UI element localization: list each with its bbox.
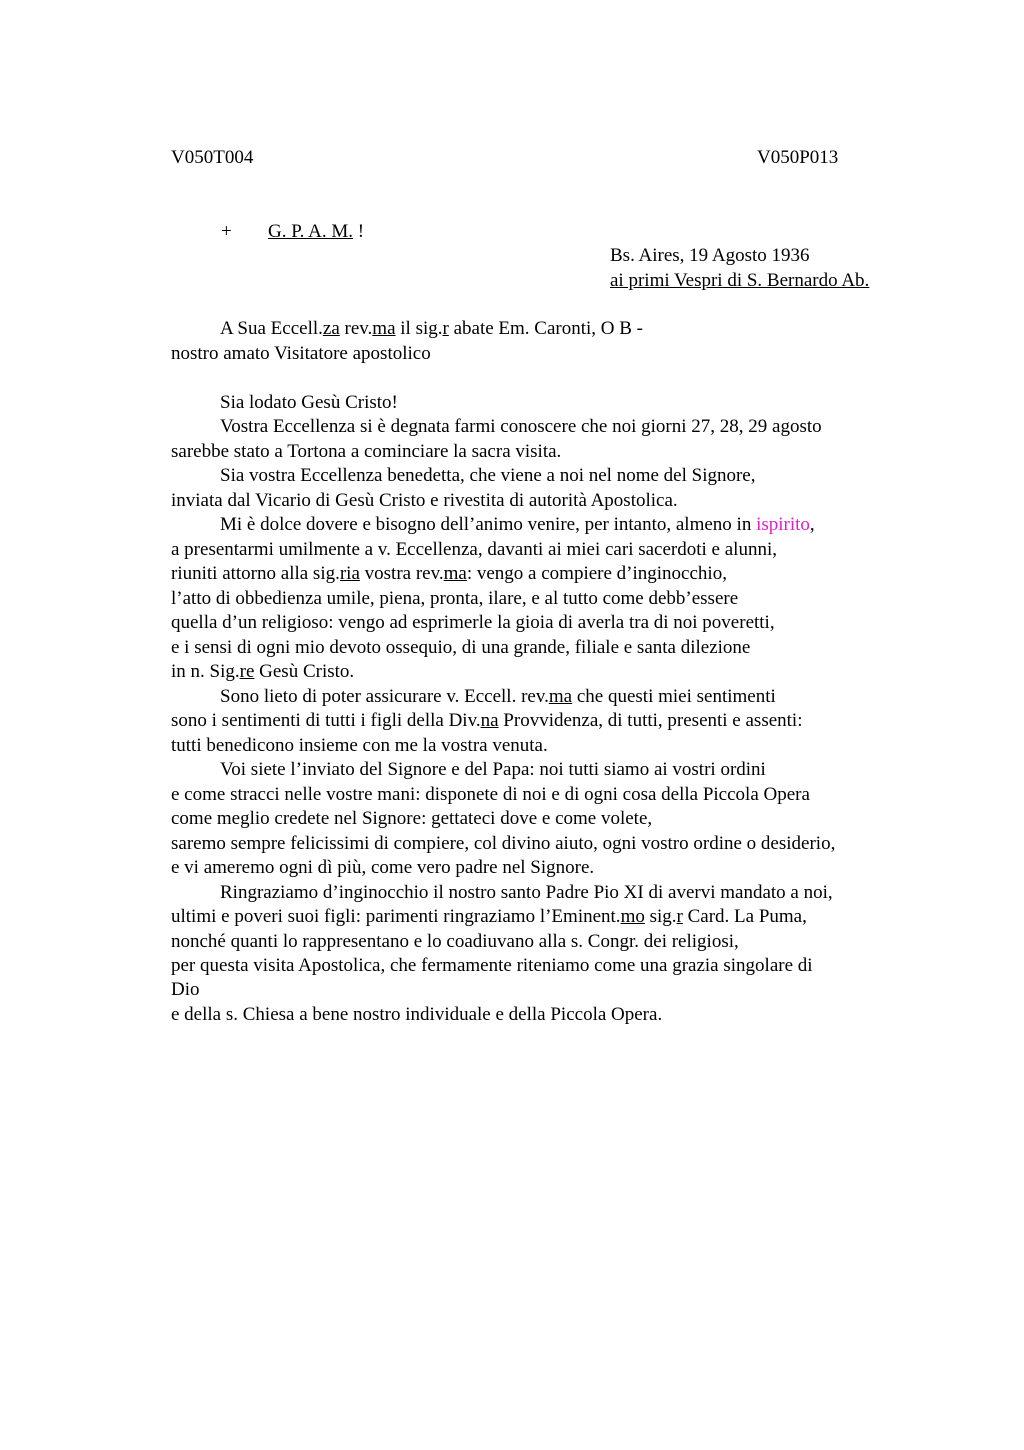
body-line: Mi è dolce dovere e bisogno dell’animo venire, per intanto, almeno in ispirito, <box>220 514 815 535</box>
body-line: nonché quanti lo rappresentano e lo coadiuvano alla s. Congr. dei religiosi, <box>171 931 739 952</box>
body-line: sarebbe stato a Tortona a cominciare la sacra visita. <box>171 441 562 462</box>
body-line: Voi siete l’inviato del Signore e del Papa: noi tutti siamo ai vostri ordini <box>220 759 766 780</box>
body-line: e i sensi di ogni mio devoto ossequio, di una grande, filiale e santa dilezione <box>171 637 751 658</box>
body-line: inviata dal Vicario di Gesù Cristo e rivestita di autorità Apostolica. <box>171 490 678 511</box>
body-line: per questa visita Apostolica, che fermamente riteniamo come una grazia singolare di <box>171 955 813 976</box>
body-line: Sono lieto di poter assicurare v. Eccell. rev.ma che questi miei sentimenti <box>220 686 776 707</box>
body-line: Ringraziamo d’inginocchio il nostro santo Padre Pio XI di avervi mandato a noi, <box>220 882 833 903</box>
body-line: e vi ameremo ogni dì più, come vero padre nel Signore. <box>171 857 595 878</box>
body-line: Sia vostra Eccellenza benedetta, che viene a noi nel nome del Signore, <box>220 465 756 486</box>
body-line: ultimi e poveri suoi figli: parimenti ringraziamo l’Eminent.mo sig.r Card. La Puma, <box>171 906 807 927</box>
occasion-line: ai primi Vespri di S. Bernardo Ab. <box>610 270 870 291</box>
body-line: quella d’un religioso: vengo ad esprimerle la gioia di averla tra di noi poveretti, <box>171 612 775 633</box>
body-line: l’atto di obbedienza umile, piena, pronta, ilare, e al tutto come debb’essere <box>171 588 739 609</box>
body-line: e come stracci nelle vostre mani: disponete di noi e di ogni cosa della Piccola Opera <box>171 784 810 805</box>
highlighted-word: ispirito <box>756 514 810 535</box>
body-line: sono i sentimenti di tutti i figli della Div.na Provvidenza, di tutti, presenti e assenti: <box>171 710 803 731</box>
document-code-right: V050P013 <box>757 147 839 168</box>
body-line: in n. Sig.re Gesù Cristo. <box>171 661 355 682</box>
body-line: riuniti attorno alla sig.ria vostra rev.ma: vengo a compiere d’inginocchio, <box>171 563 727 584</box>
invocation-motto <box>268 220 364 244</box>
greeting-line: Sia lodato Gesù Cristo! <box>220 392 398 413</box>
address-line-1: A Sua Eccell.za rev.ma il sig.r abate Em. Caronti, O B - <box>220 318 644 339</box>
document-code-left: V050T004 <box>171 147 254 168</box>
body-line: Dio <box>171 979 200 1000</box>
body-line: saremo sempre felicissimi di compiere, col divino aiuto, ogni vostro ordine o desiderio, <box>171 833 836 854</box>
motto-exclamation: ! <box>353 221 365 242</box>
body-line: come meglio credete nel Signore: gettateci dove e come volete, <box>171 808 653 829</box>
body-line: Vostra Eccellenza si è degnata farmi conoscere che noi giorni 27, 28, 29 agosto <box>220 416 822 437</box>
body-line: tutti benedicono insieme con me la vostra venuta. <box>171 735 548 756</box>
motto-text: G. P. A. M. <box>268 221 353 242</box>
address-line-2: nostro amato Visitatore apostolico <box>171 343 431 364</box>
place-date: Bs. Aires, 19 Agosto 1936 <box>610 245 810 266</box>
cross-symbol: + <box>221 221 232 242</box>
body-line: e della s. Chiesa a bene nostro individuale e della Piccola Opera. <box>171 1004 663 1025</box>
body-line: a presentarmi umilmente a v. Eccellenza, davanti ai miei cari sacerdoti e alunni, <box>171 539 777 560</box>
